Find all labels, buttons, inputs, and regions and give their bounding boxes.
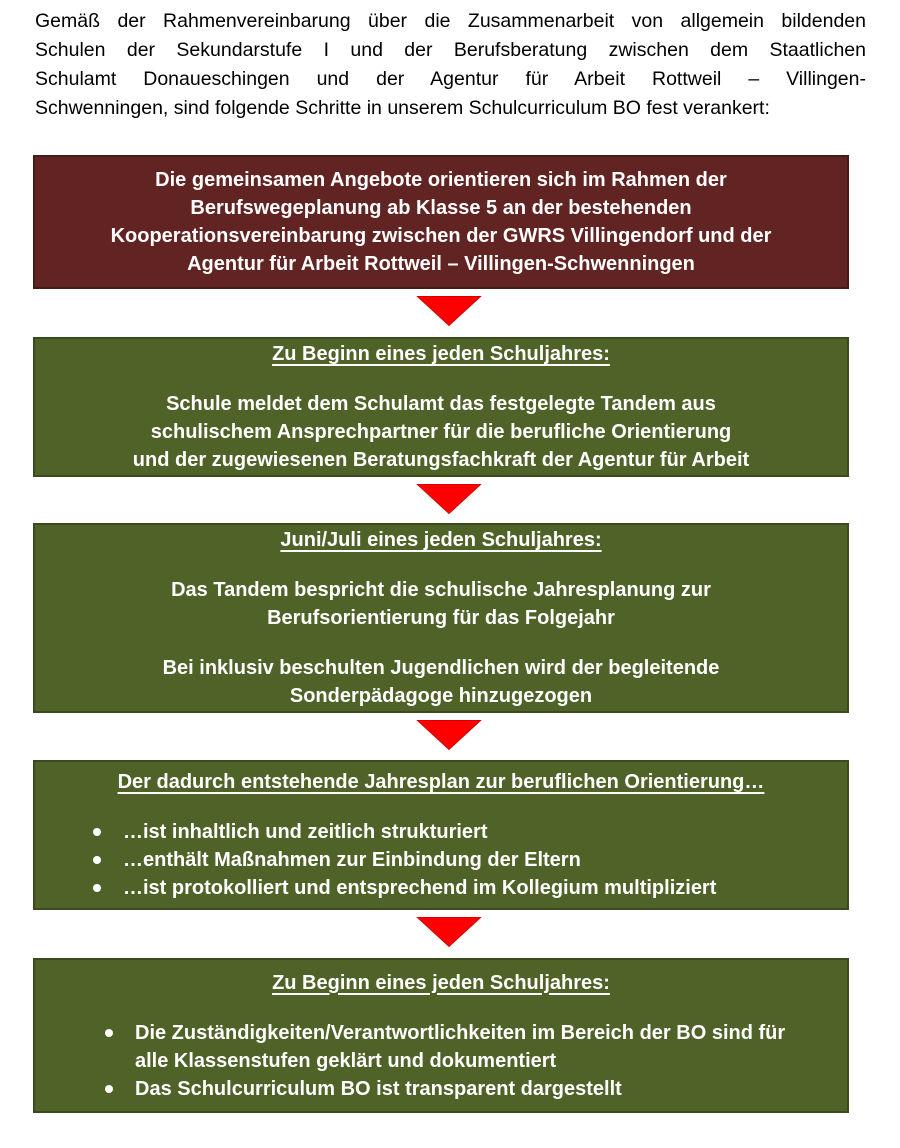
box-line: Bei inklusiv beschulten Jugendlichen wird der begleitende xyxy=(162,657,720,679)
flow-box-annual-plan xyxy=(33,760,849,910)
down-arrow-icon xyxy=(416,295,482,327)
flow-box-start-of-school-year xyxy=(33,337,849,477)
bullet-line: alle Klassenstufen geklärt und dokumentiert xyxy=(135,1049,557,1072)
bullet-dot-icon xyxy=(93,884,101,892)
down-arrow-icon xyxy=(416,916,482,948)
box-title: Juni/Juli eines jeden Schuljahres: xyxy=(280,529,602,551)
intro-line: Schulamt Donaueschingen und der Agentur für Arbeit Rottweil – Villingen- xyxy=(35,68,866,90)
box-line: schulischem Ansprechpartner für die berufliche Orientierung xyxy=(150,421,732,443)
box-line: Die gemeinsamen Angebote orientieren sich im Rahmen der xyxy=(155,169,727,191)
box-line: Schule meldet dem Schulamt das festgelegte Tandem aus xyxy=(166,393,716,415)
box-line: Berufswegeplanung ab Klasse 5 an der bestehenden xyxy=(190,197,692,219)
bullet-text: …ist inhaltlich und zeitlich strukturiert xyxy=(123,821,488,843)
flow-box-june-july xyxy=(33,523,849,713)
bullet-line: Die Zuständigkeiten/Verantwortlichkeiten im Bereich der BO sind für xyxy=(135,1021,786,1044)
down-arrow-icon xyxy=(416,483,482,515)
box-title: Zu Beginn eines jeden Schuljahres: xyxy=(272,971,610,994)
box-title: Der dadurch entstehende Jahresplan zur beruflichen Orientierung… xyxy=(117,771,765,793)
bullet-text: …enthält Maßnahmen zur Einbindung der Eltern xyxy=(123,849,581,871)
bullet-dot-icon xyxy=(105,1085,113,1093)
flow-box-agreement xyxy=(33,155,849,289)
bullet-dot-icon xyxy=(105,1029,113,1037)
box-line: Agentur für Arbeit Rottweil – Villingen-Schwenningen xyxy=(187,253,695,275)
bullet-item xyxy=(35,874,847,902)
bullet-text: …ist protokolliert und entsprechend im Kollegium multipliziert xyxy=(123,877,717,899)
intro-paragraph xyxy=(35,7,866,123)
box-line: Kooperationsvereinbarung zwischen der GWRS Villingendorf und der xyxy=(110,225,772,247)
bullet-item xyxy=(35,1019,847,1075)
bullet-item xyxy=(35,846,847,874)
bullet-text: Das Schulcurriculum BO ist transparent dargestellt xyxy=(135,1077,622,1100)
box-paragraph xyxy=(35,576,847,632)
bullet-item xyxy=(35,818,847,846)
intro-line: Gemäß der Rahmenvereinbarung über die Zusammenarbeit von allgemein bildenden xyxy=(35,10,866,32)
bullet-item xyxy=(35,1075,847,1103)
box-paragraph xyxy=(35,654,847,710)
flow-box-start-of-school-year-2 xyxy=(33,958,849,1113)
intro-line: Schwenningen, sind folgende Schritte in unserem Schulcurriculum BO fest verankert: xyxy=(35,97,770,119)
box-line: und der zugewiesenen Beratungsfachkraft der Agentur für Arbeit xyxy=(132,449,750,471)
box-line: Berufsorientierung für das Folgejahr xyxy=(267,607,615,629)
bullet-dot-icon xyxy=(93,856,101,864)
down-arrow-icon xyxy=(416,719,482,751)
box-line: Sonderpädagoge hinzugezogen xyxy=(289,685,593,707)
intro-line: Schulen der Sekundarstufe I und der Berufsberatung zwischen dem Staatlichen xyxy=(35,39,866,61)
bullet-text xyxy=(135,1019,785,1075)
bullet-dot-icon xyxy=(93,828,101,836)
box-title: Zu Beginn eines jeden Schuljahres: xyxy=(272,343,610,365)
box-line: Das Tandem bespricht die schulische Jahresplanung zur xyxy=(171,579,711,601)
